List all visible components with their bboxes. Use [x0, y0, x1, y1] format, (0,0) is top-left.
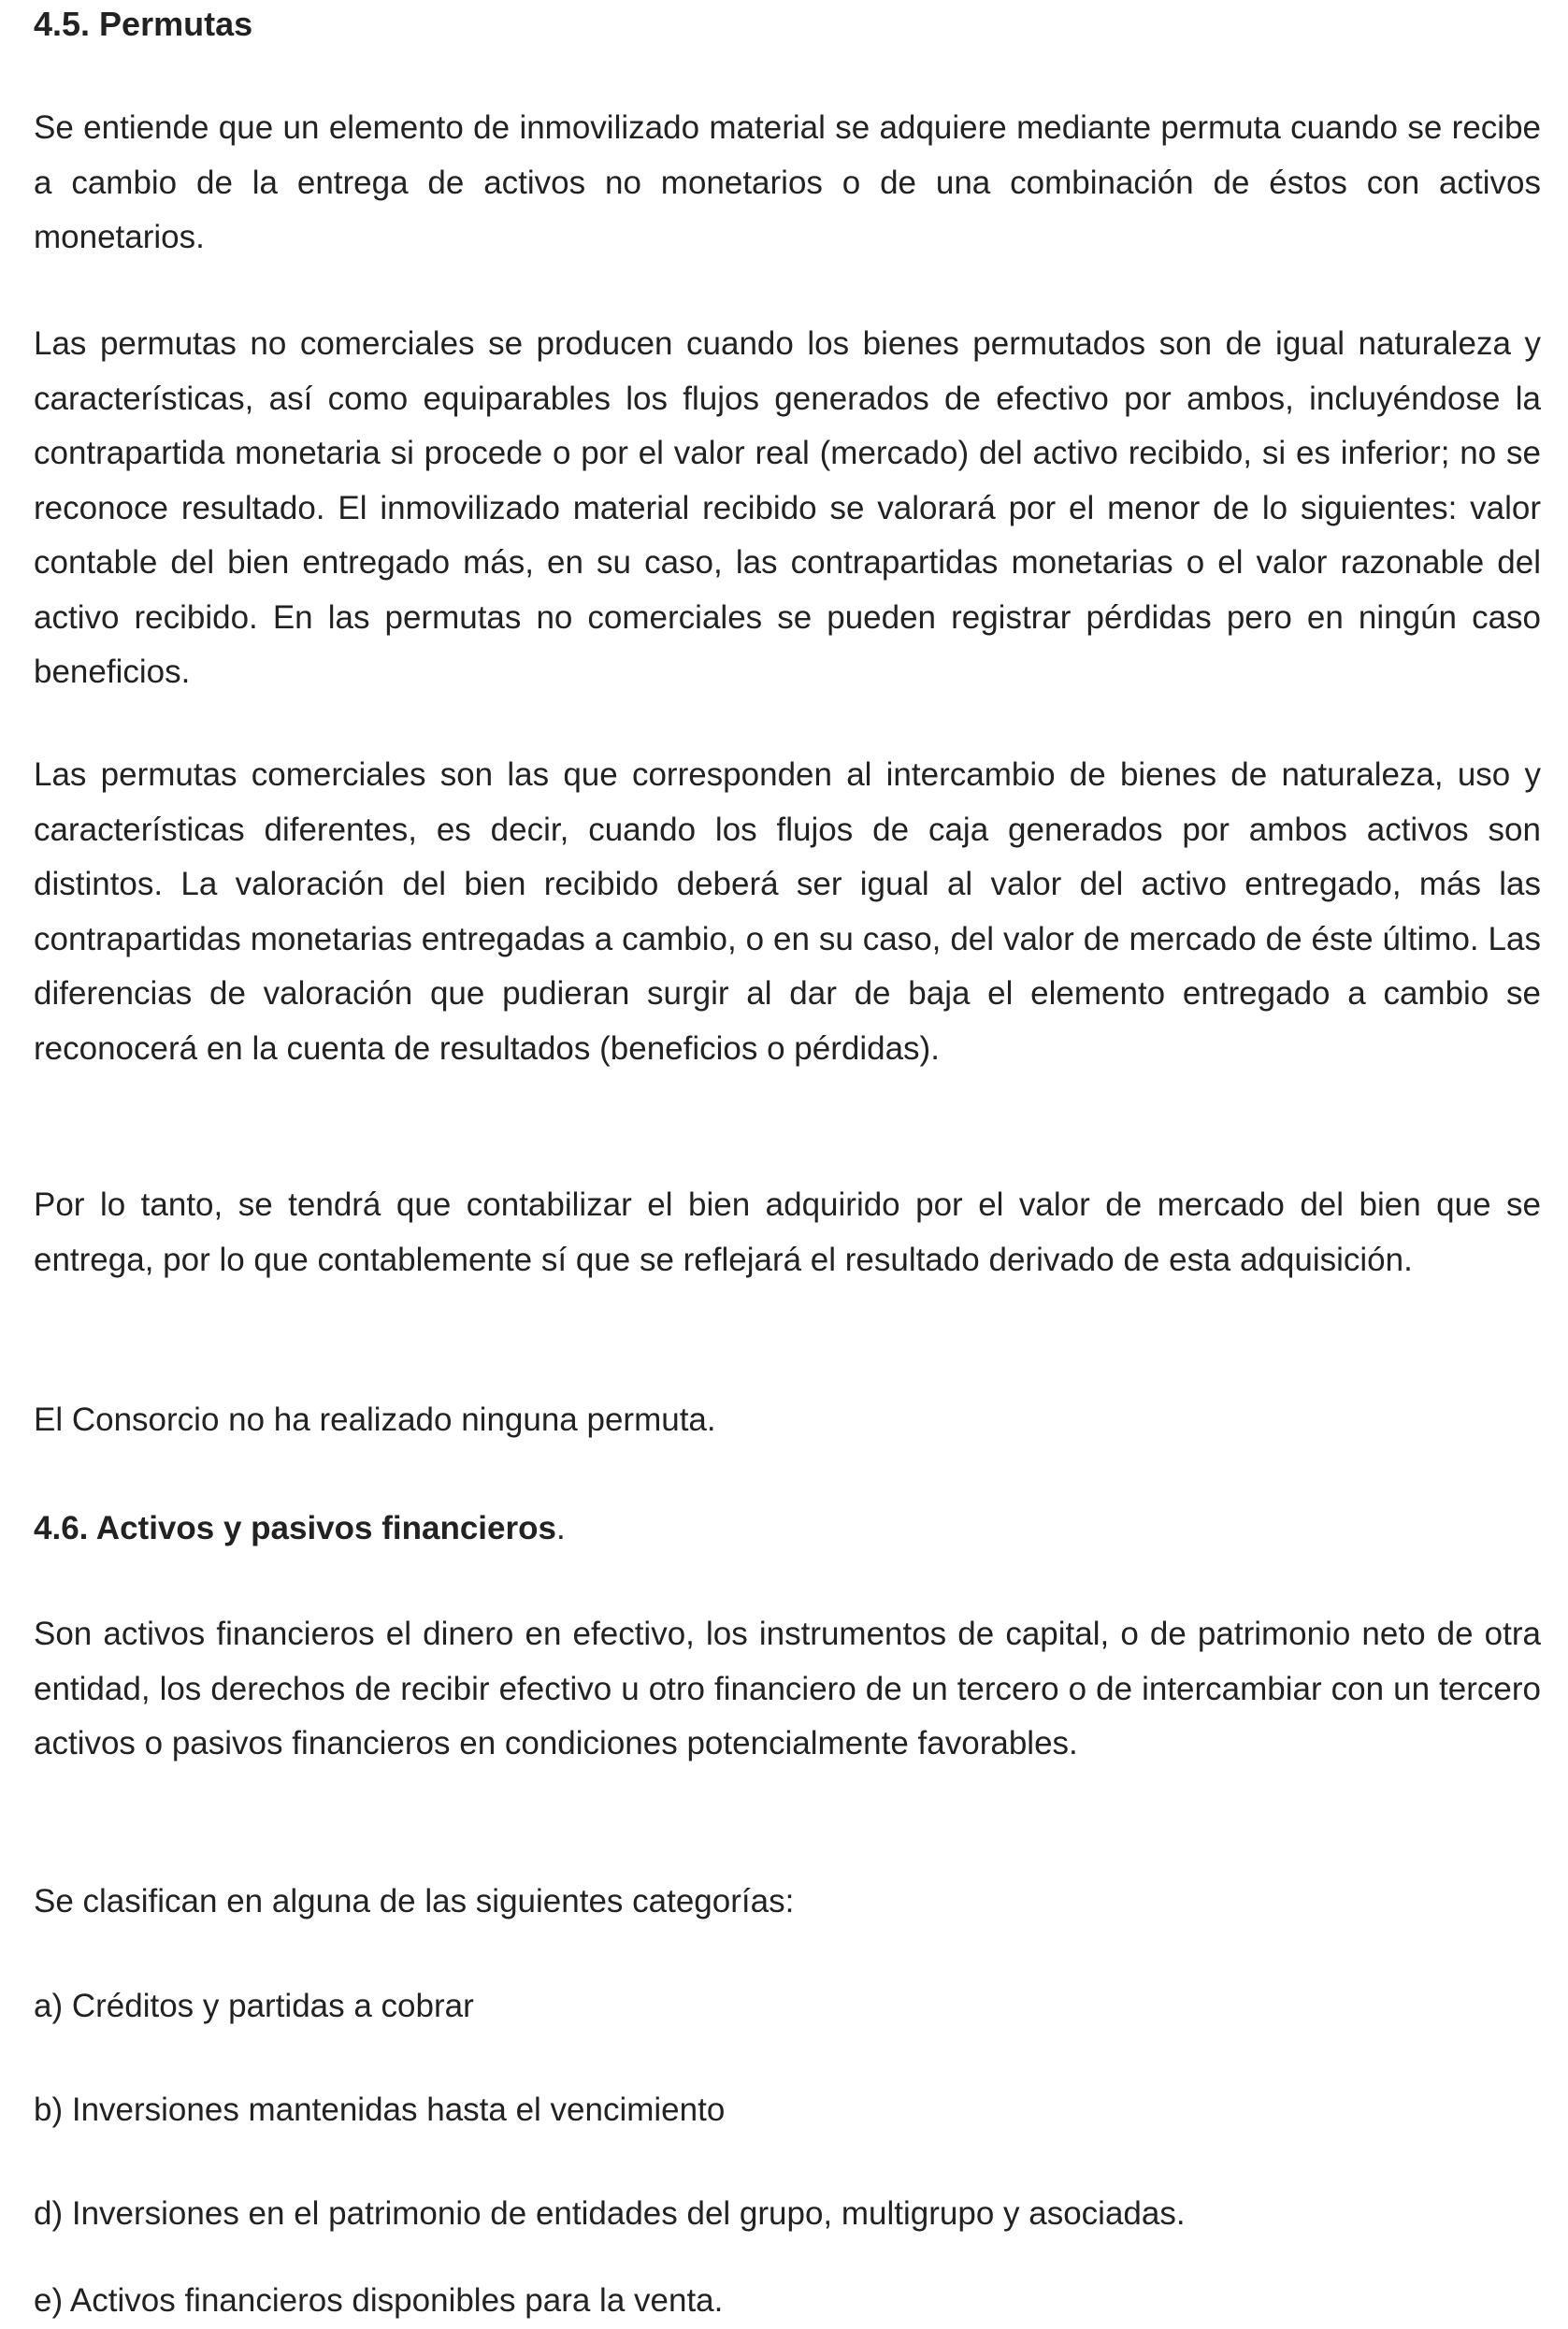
paragraph-permutas-no-comerciales: Las permutas no comerciales se producen cuando los bienes permutados son de igual naturaleza y características, así como equiparables los flujos generados de efectivo por ambos, incluyéndose la contrapartida monetaria si procede o por el valor real (mercado) del activo recibido, si es inferior; no se reconoce resultado. El inmovilizado material recibido se valorará por el menor de lo siguientes: valor contable del bien entregado más, en su caso, las contrapartidas monetarias o el valor razonable del activo recibido. En las permutas no comerciales se pueden registrar pérdidas pero en ningún caso beneficios. [34, 325, 1541, 690]
section-heading-dot: . [555, 1510, 566, 1546]
section-heading-activos-pasivos-text: 4.6. Activos y pasivos financieros [34, 1510, 556, 1546]
section-heading-activos-pasivos [34, 1502, 566, 1557]
list-item: e) Activos financieros disponibles para la venta. [34, 2282, 724, 2319]
list-item: a) Créditos y partidas a cobrar [34, 1988, 474, 2024]
paragraph-contabilizacion: Por lo tanto, se tendrá que contabilizar el bien adquirido por el valor de mercado del bien que se entrega, por lo que contablemente sí que se reflejará el resultado derivado de esta adquisición. [34, 1186, 1541, 1278]
paragraph-permuta-definition: Se entiende que un elemento de inmovilizado material se adquiere mediante permuta cuando se recibe a cambio de la entrega de activos no monetarios o de una combinación de éstos con activos monetarios. [34, 109, 1541, 255]
list-item: b) Inversiones mantenidas hasta el vencimiento [34, 2092, 726, 2128]
paragraph-activos-financieros-definition: Son activos financieros el dinero en efectivo, los instrumentos de capital, o de patrimonio neto de otra entidad, los derechos de recibir efectivo u otro financiero de un tercero o de intercambiar con un tercero activos o pasivos financieros en condiciones potencialmente favorables. [34, 1616, 1541, 1761]
paragraph-permutas-comerciales: Las permutas comerciales son las que corresponden al intercambio de bienes de naturaleza, uso y características diferentes, es decir, cuando los flujos de caja generados por ambos activos son distintos. La valoración del bien recibido deberá ser igual al valor del activo entregado, más las contrapartidas monetarias entregadas a cambio, o en su caso, del valor de mercado de éste último. Las diferencias de valoración que pudieran surgir al dar de baja el elemento entregado a cambio se reconocerá en la cuenta de resultados (beneficios o pérdidas). [34, 756, 1541, 1067]
paragraph-categorias-intro: Se clasifican en alguna de las siguientes categorías: [34, 1883, 795, 1919]
paragraph-consorcio-permuta: El Consorcio no ha realizado ninguna permuta. [34, 1402, 716, 1438]
section-heading-permutas: 4.5. Permutas [34, 5, 253, 43]
list-item: d) Inversiones en el patrimonio de entidades del grupo, multigrupo y asociadas. [34, 2195, 1186, 2232]
